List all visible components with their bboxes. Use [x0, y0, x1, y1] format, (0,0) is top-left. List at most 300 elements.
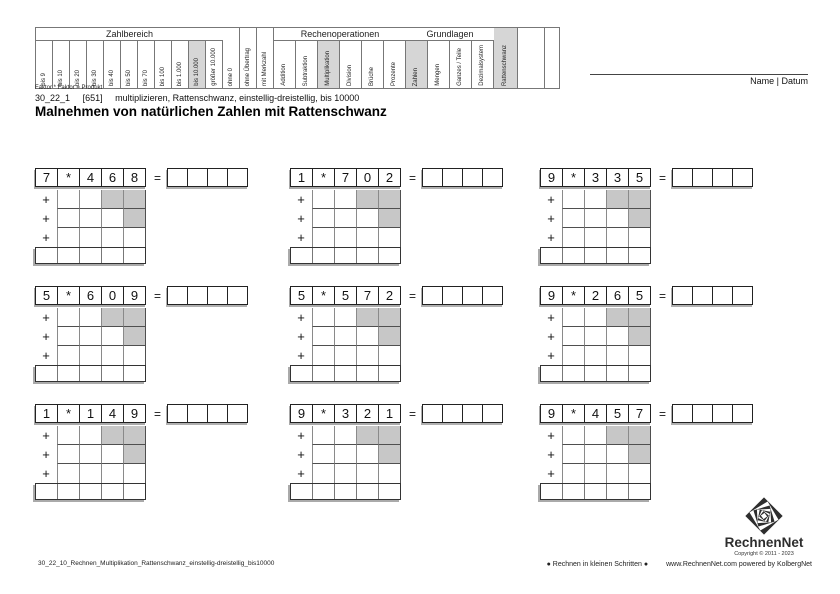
matrix-group-columns — [274, 41, 406, 89]
sum-cell — [291, 366, 312, 381]
problem-top-line — [35, 286, 265, 305]
matrix-group-columns — [36, 41, 223, 89]
work-cell — [312, 228, 334, 247]
logo-wordmark: RechnenNet — [724, 535, 804, 550]
plus-sign: + — [297, 466, 305, 481]
worksheet-subtitle — [35, 93, 369, 103]
work-cell — [378, 308, 401, 327]
matrix-column — [70, 41, 87, 89]
answer-cell — [462, 404, 483, 423]
sum-cell — [312, 366, 334, 381]
sum-cell — [628, 248, 650, 263]
matrix-column-label: Brüche — [369, 66, 376, 86]
footer-text — [547, 561, 812, 568]
work-row — [290, 346, 520, 365]
work-cell — [334, 327, 356, 346]
work-cell — [562, 445, 584, 464]
factor-cell: * — [312, 404, 335, 423]
matrix-group — [494, 27, 518, 89]
skill-matrix — [35, 27, 560, 89]
sum-cell — [101, 484, 123, 499]
answer-cell — [462, 168, 483, 187]
plus-sign: + — [297, 428, 305, 443]
factor-cell: * — [562, 168, 585, 187]
answer-cell — [442, 404, 463, 423]
factor-cell: 4 — [79, 168, 102, 187]
factor-cell: 9 — [540, 404, 563, 423]
answer-row — [167, 168, 248, 187]
factor-cell: * — [57, 404, 80, 423]
plus-sign: + — [42, 447, 50, 462]
plus-sign: + — [297, 211, 305, 226]
work-cell — [562, 464, 584, 483]
matrix-column-label: bis 10 — [57, 69, 64, 86]
work-cell — [628, 190, 651, 209]
factor-cell: 2 — [356, 404, 379, 423]
work-cell — [312, 445, 334, 464]
factor-cell: 2 — [378, 168, 401, 187]
work-row — [290, 327, 520, 346]
work-cell — [562, 209, 584, 228]
work-grid — [35, 426, 265, 483]
sum-cell — [123, 366, 145, 381]
work-cell — [57, 426, 79, 445]
work-cell — [562, 228, 584, 247]
answer-cell — [207, 404, 228, 423]
matrix-column — [494, 28, 518, 89]
sum-row — [540, 483, 651, 500]
sum-row — [35, 247, 146, 264]
factor-cell: * — [312, 168, 335, 187]
matrix-group — [223, 27, 274, 89]
work-cell — [378, 346, 401, 365]
problem-block — [540, 404, 770, 500]
matrix-group-columns — [223, 28, 274, 89]
matrix-column-label: Multiplikation — [325, 51, 332, 86]
plus-sign: + — [547, 192, 555, 207]
answer-cell — [207, 168, 228, 187]
sum-cell — [356, 484, 378, 499]
sum-cell — [541, 248, 562, 263]
sum-cell — [312, 248, 334, 263]
sum-cell — [291, 484, 312, 499]
sum-cell — [378, 484, 400, 499]
work-cell — [312, 190, 334, 209]
problem-top-line — [290, 168, 520, 187]
work-grid — [290, 426, 520, 483]
plus-sign: + — [547, 230, 555, 245]
work-cell — [606, 327, 628, 346]
equals-sign: = — [154, 288, 162, 303]
factor-cell: 1 — [35, 404, 58, 423]
answer-cell — [692, 168, 713, 187]
work-row — [35, 228, 265, 247]
work-cell — [101, 346, 123, 365]
equals-sign: = — [409, 170, 417, 185]
answer-row — [422, 404, 503, 423]
work-cell — [356, 426, 378, 445]
work-cell — [356, 228, 378, 247]
matrix-column-label: bis 9 — [40, 73, 47, 86]
matrix-column-label: bis 70 — [142, 69, 149, 86]
work-row — [290, 445, 520, 464]
work-cell — [378, 228, 401, 247]
work-row — [290, 464, 520, 483]
plus-sign: + — [42, 466, 50, 481]
matrix-column — [121, 41, 138, 89]
plus-sign: + — [547, 211, 555, 226]
answer-cell — [462, 286, 483, 305]
work-row — [35, 327, 265, 346]
work-cell — [628, 445, 651, 464]
problem-block — [35, 404, 265, 500]
work-row — [540, 209, 770, 228]
matrix-column-label: bis 50 — [125, 69, 132, 86]
answer-cell — [732, 168, 753, 187]
problem-top-line — [540, 286, 770, 305]
factor-cell: 1 — [378, 404, 401, 423]
work-cell — [356, 190, 378, 209]
work-cell — [123, 190, 146, 209]
matrix-group-columns — [518, 28, 560, 89]
plus-sign: + — [547, 329, 555, 344]
work-cell — [79, 190, 101, 209]
plus-sign: + — [297, 230, 305, 245]
factor-cell: 6 — [606, 286, 629, 305]
work-cell — [79, 445, 101, 464]
work-cell — [562, 190, 584, 209]
matrix-column — [450, 41, 472, 89]
work-cell — [123, 327, 146, 346]
footer-website: www.RechnenNet.com powered by KolbergNet — [666, 561, 812, 568]
answer-cell — [482, 404, 503, 423]
plus-sign: + — [42, 192, 50, 207]
plus-sign: + — [297, 348, 305, 363]
work-cell — [628, 464, 651, 483]
work-cell — [57, 228, 79, 247]
matrix-column — [384, 41, 406, 89]
sum-cell — [123, 248, 145, 263]
work-row — [290, 209, 520, 228]
factor-cell: 5 — [334, 286, 357, 305]
answer-cell — [692, 286, 713, 305]
factor-row — [540, 286, 651, 305]
factor-formula-note: Faktor * Faktor = Produkt — [35, 85, 103, 91]
plus-sign: + — [297, 329, 305, 344]
sum-cell — [36, 484, 57, 499]
worksheet-code: 30_22_1 — [35, 93, 71, 103]
matrix-column — [138, 41, 155, 89]
work-row — [540, 327, 770, 346]
factor-cell: 8 — [123, 168, 146, 187]
matrix-column — [318, 41, 340, 89]
work-cell — [312, 327, 334, 346]
work-cell — [334, 464, 356, 483]
work-row — [35, 445, 265, 464]
matrix-column — [428, 41, 450, 89]
work-cell — [57, 190, 79, 209]
problem-top-line — [540, 168, 770, 187]
answer-row — [167, 286, 248, 305]
work-cell — [628, 426, 651, 445]
problem-block — [540, 286, 770, 382]
work-cell — [562, 327, 584, 346]
work-grid — [290, 308, 520, 365]
work-cell — [378, 327, 401, 346]
work-cell — [628, 327, 651, 346]
equals-sign: = — [154, 170, 162, 185]
work-cell — [334, 346, 356, 365]
answer-cell — [422, 286, 443, 305]
problem-top-line — [35, 404, 265, 423]
work-row — [35, 426, 265, 445]
matrix-column-label: Rattenschwanz — [502, 44, 509, 86]
work-row — [540, 308, 770, 327]
sum-cell — [334, 248, 356, 263]
factor-row — [35, 404, 146, 423]
problems — [35, 168, 780, 500]
work-cell — [606, 308, 628, 327]
plus-sign: + — [42, 428, 50, 443]
matrix-column-label: Subtraktion — [303, 55, 310, 86]
matrix-column — [518, 28, 545, 89]
matrix-group-label: Rechenoperationen — [274, 28, 406, 41]
work-cell — [79, 209, 101, 228]
matrix-column — [223, 28, 240, 89]
work-cell — [356, 327, 378, 346]
answer-cell — [442, 168, 463, 187]
factor-cell: 7 — [356, 286, 379, 305]
matrix-group — [274, 27, 406, 89]
sum-row — [290, 247, 401, 264]
work-cell — [562, 308, 584, 327]
plus-sign: + — [297, 192, 305, 207]
work-row — [35, 190, 265, 209]
work-cell — [79, 327, 101, 346]
sum-cell — [101, 248, 123, 263]
problem-block — [290, 168, 520, 264]
sum-cell — [584, 484, 606, 499]
factor-row — [290, 168, 401, 187]
sum-cell — [562, 366, 584, 381]
answer-cell — [732, 404, 753, 423]
work-cell — [606, 445, 628, 464]
matrix-group-label: Grundlagen — [406, 28, 494, 41]
work-cell — [79, 346, 101, 365]
factor-cell: 1 — [79, 404, 102, 423]
factor-cell: 5 — [628, 168, 651, 187]
plus-sign: + — [297, 310, 305, 325]
work-cell — [334, 209, 356, 228]
answer-cell — [187, 168, 208, 187]
work-cell — [101, 228, 123, 247]
work-cell — [584, 228, 606, 247]
sum-row — [290, 365, 401, 382]
factor-row — [540, 168, 651, 187]
matrix-column-label: größer 10.000 — [210, 48, 217, 86]
sum-cell — [584, 366, 606, 381]
sum-cell — [334, 484, 356, 499]
work-cell — [378, 209, 401, 228]
plus-sign: + — [547, 428, 555, 443]
work-cell — [334, 228, 356, 247]
matrix-column-label: Dezimalsystem — [479, 45, 486, 86]
matrix-column — [104, 41, 121, 89]
footer-filename: 30_22_10_Rechnen_Multiplikation_Rattenschwanz_einstellig-dreistellig_bis10000 — [38, 560, 275, 567]
answer-row — [422, 168, 503, 187]
sum-cell — [291, 248, 312, 263]
work-grid — [35, 190, 265, 247]
matrix-column — [545, 28, 560, 89]
work-cell — [123, 228, 146, 247]
sum-row — [540, 247, 651, 264]
factor-cell: 6 — [79, 286, 102, 305]
answer-cell — [712, 168, 733, 187]
factor-cell: 5 — [290, 286, 313, 305]
matrix-group — [406, 27, 494, 89]
work-cell — [79, 228, 101, 247]
work-cell — [584, 346, 606, 365]
equals-sign: = — [154, 406, 162, 421]
factor-cell: * — [57, 286, 80, 305]
problem-block — [540, 168, 770, 264]
plus-sign: + — [547, 447, 555, 462]
name-date-line — [590, 74, 808, 75]
answer-cell — [482, 286, 503, 305]
work-cell — [606, 209, 628, 228]
answer-cell — [692, 404, 713, 423]
logo-copyright: Copyright © 2011 - 2023 — [734, 550, 794, 557]
plus-sign: + — [42, 310, 50, 325]
factor-row — [35, 168, 146, 187]
matrix-column-label: mit Merkzahl — [261, 51, 268, 86]
equals-sign: = — [409, 288, 417, 303]
work-cell — [356, 308, 378, 327]
matrix-group-label: Zahlbereich — [36, 28, 223, 41]
worksheet-description: multiplizieren, Rattenschwanz, einstellig-dreistellig, bis 10000 — [115, 93, 360, 103]
plus-sign: + — [42, 211, 50, 226]
sum-cell — [562, 248, 584, 263]
work-cell — [57, 445, 79, 464]
work-row — [35, 464, 265, 483]
factor-cell: 9 — [540, 286, 563, 305]
matrix-column-label: ohne 0 — [227, 67, 234, 86]
answer-cell — [227, 404, 248, 423]
work-cell — [606, 346, 628, 365]
work-cell — [562, 346, 584, 365]
factor-row — [290, 404, 401, 423]
sum-cell — [57, 366, 79, 381]
sum-cell — [541, 484, 562, 499]
work-cell — [57, 327, 79, 346]
factor-cell: 3 — [334, 404, 357, 423]
equals-sign: = — [409, 406, 417, 421]
work-cell — [606, 464, 628, 483]
work-cell — [312, 464, 334, 483]
work-cell — [123, 209, 146, 228]
plus-sign: + — [42, 329, 50, 344]
sum-cell — [79, 484, 101, 499]
sum-cell — [312, 484, 334, 499]
answer-cell — [672, 404, 693, 423]
work-cell — [334, 190, 356, 209]
work-grid — [290, 190, 520, 247]
work-cell — [378, 445, 401, 464]
matrix-column — [206, 41, 223, 89]
matrix-column — [36, 41, 53, 89]
work-cell — [584, 464, 606, 483]
work-row — [540, 346, 770, 365]
work-cell — [312, 209, 334, 228]
factor-cell: 7 — [35, 168, 58, 187]
work-cell — [101, 426, 123, 445]
matrix-column — [340, 41, 362, 89]
work-cell — [356, 464, 378, 483]
work-cell — [123, 445, 146, 464]
work-cell — [584, 426, 606, 445]
work-grid — [540, 426, 770, 483]
matrix-column-label: Zahlen — [413, 67, 420, 86]
sum-cell — [36, 366, 57, 381]
matrix-column-label: bis 30 — [91, 69, 98, 86]
work-cell — [628, 209, 651, 228]
answer-row — [672, 404, 753, 423]
matrix-column-label: bis 20 — [74, 69, 81, 86]
page-title: Malnehmen von natürlichen Zahlen mit Rattenschwanz — [35, 104, 387, 119]
work-cell — [334, 308, 356, 327]
work-row — [290, 426, 520, 445]
work-cell — [378, 464, 401, 483]
work-cell — [334, 445, 356, 464]
factor-cell: 4 — [584, 404, 607, 423]
factor-cell: 2 — [378, 286, 401, 305]
answer-cell — [227, 168, 248, 187]
work-cell — [101, 445, 123, 464]
matrix-column-label: Division — [347, 64, 354, 86]
matrix-column-label: bis 10.000 — [193, 58, 200, 86]
work-grid — [540, 190, 770, 247]
matrix-column — [240, 28, 257, 89]
work-cell — [628, 346, 651, 365]
matrix-column — [362, 41, 384, 89]
matrix-column-label: bis 1.000 — [176, 61, 183, 86]
work-cell — [606, 228, 628, 247]
problem-top-line — [35, 168, 265, 187]
sum-cell — [123, 484, 145, 499]
matrix-column-label: Ganzes / Teile — [457, 48, 464, 86]
work-cell — [584, 445, 606, 464]
matrix-group-columns — [406, 41, 494, 89]
work-row — [35, 346, 265, 365]
factor-cell: 7 — [334, 168, 357, 187]
work-cell — [628, 308, 651, 327]
problem-block — [35, 168, 265, 264]
work-cell — [101, 464, 123, 483]
work-cell — [57, 346, 79, 365]
equals-sign: = — [659, 406, 667, 421]
work-row — [35, 209, 265, 228]
work-cell — [123, 464, 146, 483]
answer-cell — [442, 286, 463, 305]
problem-block — [35, 286, 265, 382]
answer-cell — [422, 404, 443, 423]
problem-block — [290, 286, 520, 382]
answer-cell — [187, 286, 208, 305]
factor-cell: 4 — [101, 404, 124, 423]
factor-cell: 0 — [101, 286, 124, 305]
sum-cell — [606, 484, 628, 499]
work-cell — [312, 308, 334, 327]
